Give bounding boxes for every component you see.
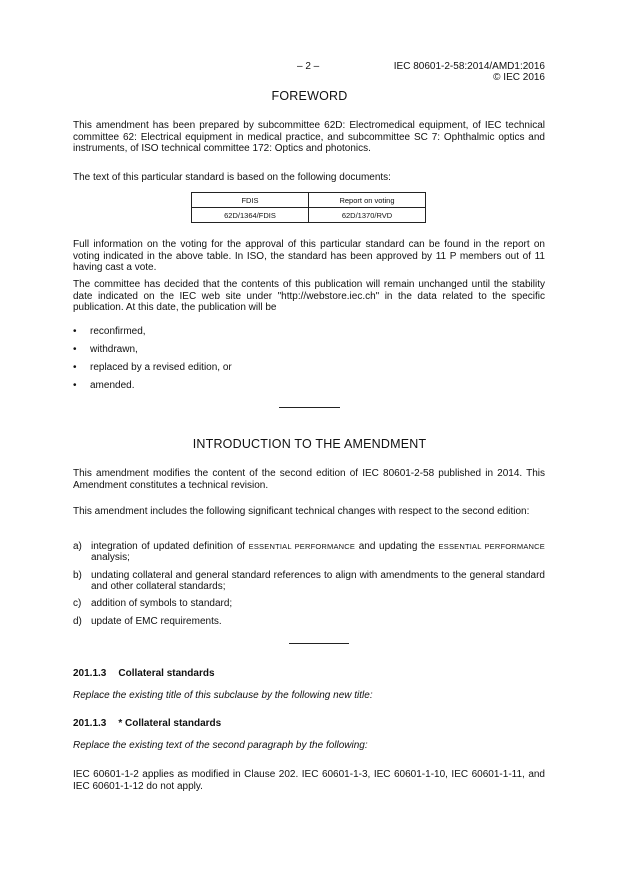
list-item-text: addition of symbols to standard;: [91, 598, 233, 609]
foreword-paragraph-2: The text of this particular standard is based on the following documents:: [73, 172, 391, 183]
section-divider: [279, 407, 340, 408]
defined-term: ESSENTIAL PERFORMANCE: [438, 542, 545, 551]
clause-heading: [73, 668, 215, 679]
foreword-paragraph-1: This amendment has been prepared by subcommittee 62D: Electromedical equipment, of IEC technical committee 62: Electrical equipment in medical practice, and subcommittee SC 7: Ophthalmic optics and instruments, of ISO technical committee 172: Optics and photonics.: [73, 120, 545, 154]
clause-number: 201.1.3: [73, 668, 107, 679]
list-item-text: update of EMC requirements.: [91, 616, 222, 627]
bullet-text: amended.: [90, 380, 135, 391]
table-header-row: [192, 193, 426, 208]
clause-title: Collateral standards: [118, 668, 215, 679]
bullet-icon: •: [73, 344, 77, 355]
section-divider: [289, 643, 349, 644]
foreword-title: FOREWORD: [271, 89, 348, 103]
clause-heading: [73, 718, 221, 729]
list-marker: a): [73, 541, 82, 552]
table-header-cell: Report on voting: [309, 193, 426, 208]
introduction-paragraph-2: This amendment includes the following significant technical changes with respect to the second edition:: [73, 506, 530, 517]
page-number: – 2 –: [297, 61, 320, 72]
bullet-icon: •: [73, 380, 77, 391]
bullet-text: reconfirmed,: [90, 326, 146, 337]
bullet-icon: •: [73, 326, 77, 337]
copyright: © IEC 2016: [493, 72, 545, 83]
foreword-paragraph-3: Full information on the voting for the approval of this particular standard can be found in the report on voting indicated in the above table. In ISO, the standard has been approved by 11 P members out of 11 having cast a vote.: [73, 239, 545, 273]
list-marker: d): [73, 616, 82, 627]
bullet-text: withdrawn,: [90, 344, 138, 355]
document-id: IEC 80601-2-58:2014/AMD1:2016: [393, 61, 545, 72]
list-item-text: integration of updated definition of ESSENTIAL PERFORMANCE and updating the ESSENTIAL PERFORMANCE analysis;: [91, 541, 545, 563]
clause-title: * Collateral standards: [118, 718, 222, 729]
clause-instruction: Replace the existing text of the second paragraph by the following:: [73, 740, 368, 751]
bullet-icon: •: [73, 362, 77, 373]
foreword-paragraph-4: The committee has decided that the contents of this publication will remain unchanged until the stability date indicated on the IEC web site under "http://webstore.iec.ch" in the data related to the specific publication. At this date, the publication will be: [73, 279, 545, 313]
list-marker: c): [73, 598, 82, 609]
list-marker: b): [73, 570, 82, 581]
table-cell: 62D/1364/FDIS: [192, 208, 309, 223]
introduction-title: INTRODUCTION TO THE AMENDMENT: [192, 437, 427, 451]
table-cell: 62D/1370/RVD: [309, 208, 426, 223]
clause-number: 201.1.3: [73, 718, 107, 729]
defined-term: ESSENTIAL PERFORMANCE: [248, 542, 356, 551]
clause-instruction: Replace the existing title of this subclause by the following new title:: [73, 690, 373, 701]
list-item-text: undating collateral and general standard references to align with amendments to the general standard and other collateral standards;: [91, 570, 545, 592]
table-header-cell: FDIS: [192, 193, 309, 208]
introduction-paragraph-1: This amendment modifies the content of the second edition of IEC 80601-2-58 published in 2014. This Amendment constitutes a technical revision.: [73, 468, 545, 491]
bullet-text: replaced by a revised edition, or: [90, 362, 232, 373]
final-paragraph: IEC 60601-1-2 applies as modified in Clause 202. IEC 60601-1-3, IEC 60601-1-10, IEC 60601-1-11, and IEC 60601-1-12 do not apply.: [73, 769, 545, 792]
table-row: [192, 208, 426, 223]
documents-table: [191, 192, 426, 223]
